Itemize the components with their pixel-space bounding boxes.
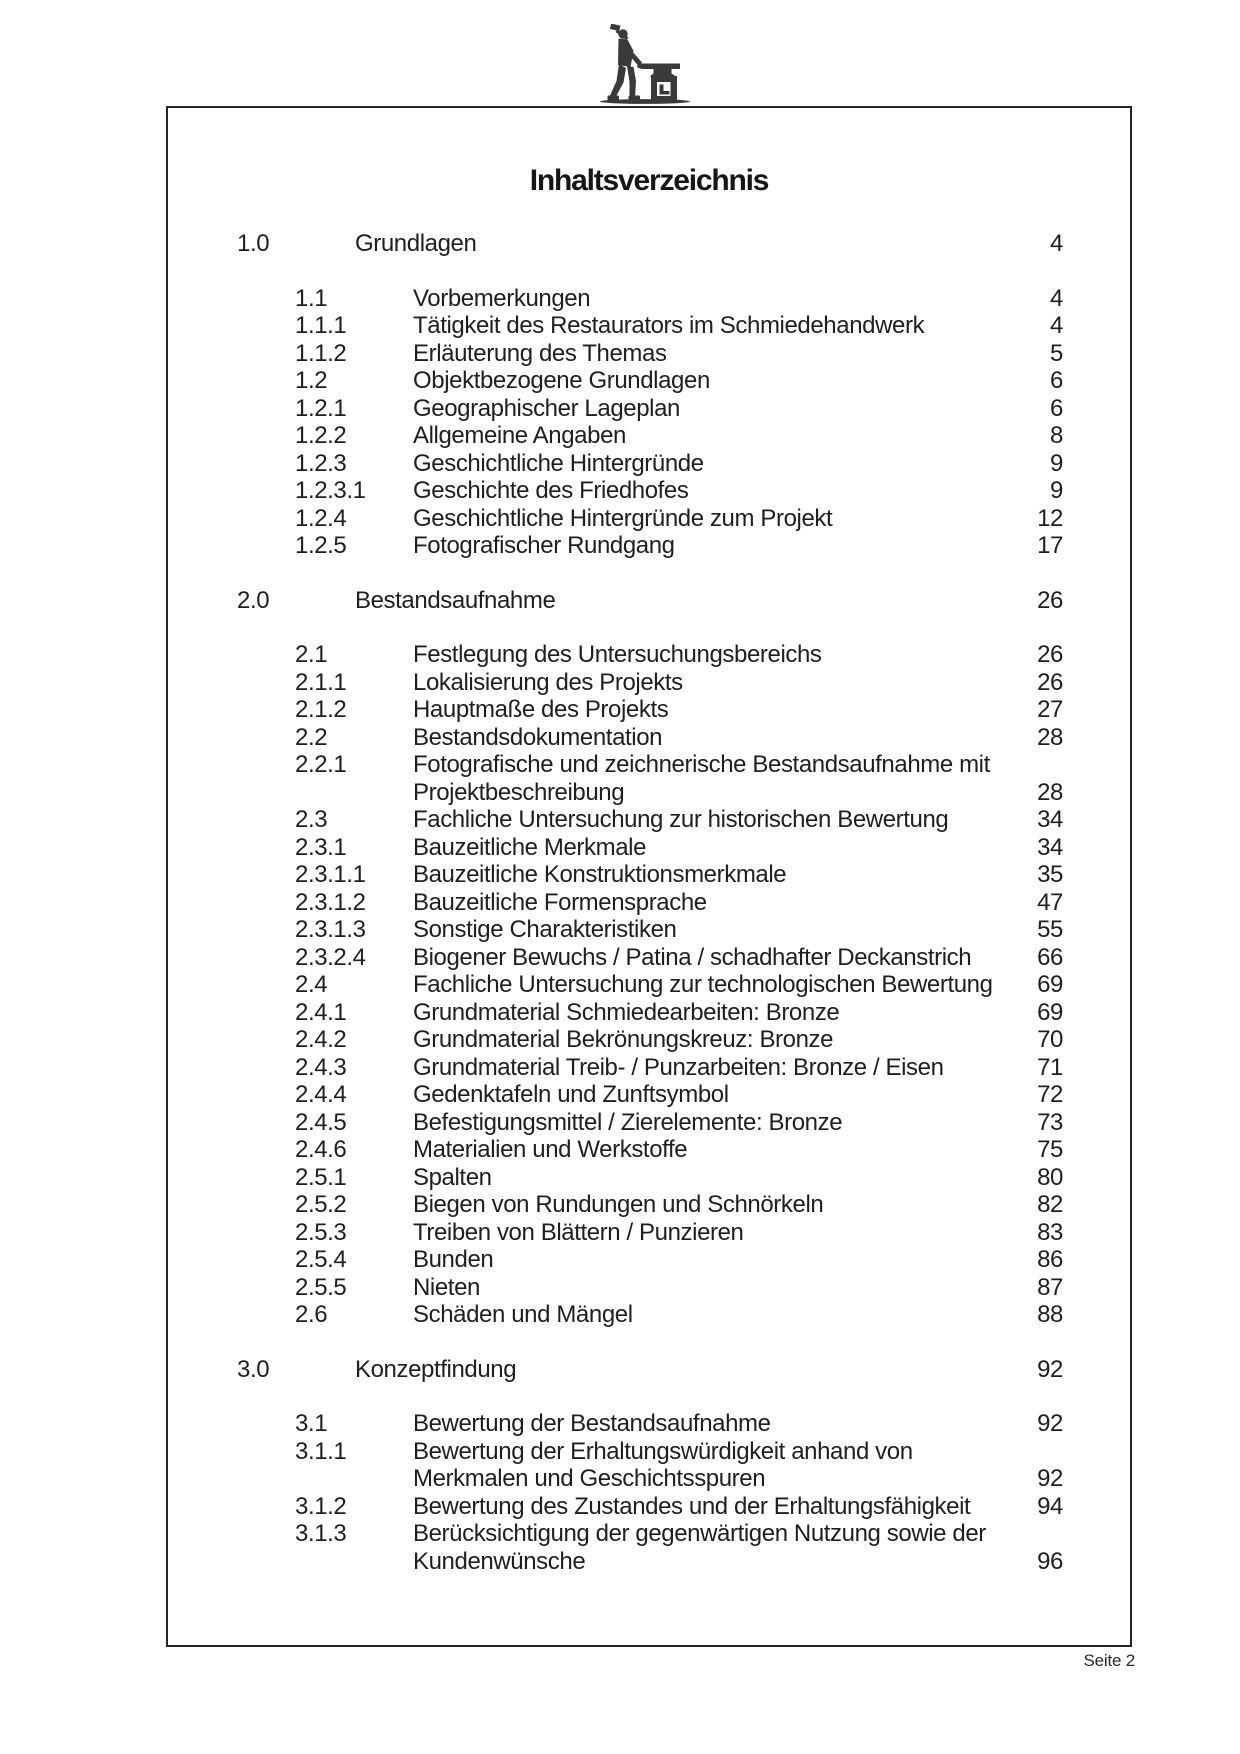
- toc-entry-page: 34: [1037, 833, 1063, 861]
- toc-entry-number: 3.1.1: [295, 1437, 347, 1465]
- toc-entry-title: [413, 1410, 1009, 1438]
- toc-entry-title: [413, 971, 1009, 999]
- toc-entry-number: 2.3.2.4: [295, 943, 366, 971]
- toc-entry-page: 4: [1050, 312, 1063, 339]
- toc-row: [237, 1109, 1063, 1137]
- toc-entry-title-line: Treiben von Blättern / Punzieren: [413, 1218, 744, 1246]
- toc-row: [237, 999, 1063, 1027]
- toc-row: [237, 889, 1063, 917]
- toc-entry-page: 4: [1050, 284, 1063, 312]
- toc-entry-number: 1.2.5: [295, 532, 347, 559]
- toc-section: [237, 1356, 1063, 1576]
- toc-row: [237, 367, 1063, 395]
- toc-entry-title-line: Festlegung des Untersuchungsbereichs: [413, 641, 822, 668]
- toc-entry-title-line: Fachliche Untersuchung zur technologischen Bewertung: [413, 971, 993, 998]
- toc-entry-title: [413, 450, 1009, 478]
- toc-entry-title-line: Grundlagen: [355, 230, 477, 257]
- toc-entry-number: 1.2.1: [295, 394, 347, 422]
- toc-entry-title-line: Bewertung der Bestandsaufnahme: [413, 1410, 771, 1437]
- toc-entry-title: [413, 861, 1009, 889]
- toc-entry-number: 3.1.3: [295, 1520, 347, 1547]
- toc-entry-page: 96: [1037, 1547, 1063, 1575]
- toc-row: [237, 971, 1063, 999]
- toc-row: [237, 1246, 1063, 1274]
- toc-items: [237, 285, 1063, 560]
- toc-entry-number: 2.5.5: [295, 1273, 347, 1301]
- toc-entry-page: 5: [1050, 339, 1063, 367]
- toc-entry-page: 47: [1037, 888, 1063, 916]
- toc-entry-title-line: Tätigkeit des Restaurators im Schmiedehandwerk: [413, 312, 925, 339]
- toc-entry-number: 2.4.2: [295, 1026, 347, 1053]
- toc-entry-number: 2.1.1: [295, 668, 347, 696]
- toc-entry-title-line: Geschichtliche Hintergründe zum Projekt: [413, 504, 833, 532]
- toc-row: [237, 944, 1063, 972]
- toc-entry-title-line: Nieten: [413, 1273, 480, 1301]
- toc-entry-page: 9: [1050, 477, 1063, 504]
- toc-entry-title-line: Fachliche Untersuchung zur historischen Bewertung: [413, 806, 949, 833]
- toc-entry-page: 88: [1037, 1301, 1063, 1328]
- toc-row: [237, 1136, 1063, 1164]
- toc-entry-title-line: Berücksichtigung der gegenwärtigen Nutzung sowie der: [413, 1520, 986, 1547]
- toc-row: [237, 312, 1063, 340]
- toc-entry-number: 1.1: [295, 284, 328, 312]
- toc-entry-title: [413, 285, 1009, 313]
- toc-entry-page: 66: [1037, 943, 1063, 971]
- toc-row: [237, 724, 1063, 752]
- toc-entry-page: 12: [1037, 504, 1063, 532]
- toc-section-heading-row: [237, 1356, 1063, 1384]
- toc-entry-title-line: Bewertung des Zustandes und der Erhaltungsfähigkeit: [413, 1492, 971, 1520]
- toc-entry-page: 92: [1037, 1410, 1063, 1437]
- toc-section-heading-row: [237, 230, 1063, 258]
- toc-entry-title: [413, 1081, 1009, 1109]
- toc-row: [237, 395, 1063, 423]
- toc-entry-page: 26: [1037, 668, 1063, 696]
- toc-entry-title: [413, 1191, 1009, 1219]
- toc-row: [237, 505, 1063, 533]
- toc-entry-title: [413, 1493, 1009, 1521]
- toc-entry-title-line: Allgemeine Angaben: [413, 422, 626, 449]
- toc-entry-title-line: Lokalisierung des Projekts: [413, 668, 683, 696]
- toc-entry-page: 34: [1037, 806, 1063, 833]
- toc-entry-title-line: Kundenwünsche: [413, 1547, 586, 1575]
- blacksmith-anvil-icon: [597, 24, 693, 104]
- toc-entry-title: [413, 944, 1009, 972]
- page-title: Inhaltsverzeichnis: [529, 164, 769, 197]
- toc-entry-title-line: Grundmaterial Schmiedearbeiten: Bronze: [413, 998, 840, 1026]
- toc-entry-title: [413, 724, 1009, 752]
- toc-row: [237, 751, 1063, 806]
- toc-entry-page: 9: [1050, 449, 1063, 477]
- toc-entry-title-line: Bauzeitliche Formensprache: [413, 888, 707, 916]
- toc-entry-title: [413, 422, 1009, 450]
- toc-row: [237, 1164, 1063, 1192]
- toc-entry-number: 3.0: [237, 1355, 270, 1383]
- toc-entry-title: [413, 751, 1009, 806]
- toc-row: [237, 477, 1063, 505]
- toc-entry-title-line: Projektbeschreibung: [413, 778, 625, 806]
- toc-entry-title-line: Merkmalen und Geschichtsspuren: [413, 1465, 766, 1492]
- toc-entry-page: 28: [1037, 778, 1063, 806]
- toc-row: [237, 1054, 1063, 1082]
- toc-entry-title: [413, 806, 1009, 834]
- toc-row: [237, 422, 1063, 450]
- toc-entry-number: 2.3.1.1: [295, 861, 366, 888]
- toc-entry-title-line: Objektbezogene Grundlagen: [413, 367, 710, 394]
- toc-entry-title-line: Konzeptfindung: [355, 1355, 517, 1383]
- toc-entry-title-line: Schäden und Mängel: [413, 1301, 633, 1328]
- toc-entry-title: [355, 1356, 1009, 1384]
- toc-entry-title-line: Geschichte des Friedhofes: [413, 477, 689, 504]
- toc-entry-number: 2.4.3: [295, 1053, 347, 1081]
- toc-entry-number: 2.6: [295, 1301, 328, 1328]
- toc-entry-title-line: Grundmaterial Treib- / Punzarbeiten: Bronze / Eisen: [413, 1053, 944, 1081]
- toc-entry-title: [355, 230, 1009, 258]
- toc-entry-title: [413, 1520, 1009, 1575]
- toc-entry-number: 2.2: [295, 723, 328, 751]
- toc-entry-page: 26: [1037, 641, 1063, 668]
- toc-entry-title: [413, 1054, 1009, 1082]
- toc-entry-title: [413, 367, 1009, 395]
- toc-items: [237, 1410, 1063, 1575]
- toc-entry-number: 2.3.1.2: [295, 888, 366, 916]
- toc-entry-number: 1.2.3.1: [295, 477, 366, 504]
- toc-row: [237, 1520, 1063, 1575]
- toc-entry-title-line: Bunden: [413, 1246, 494, 1273]
- toc-row: [237, 1081, 1063, 1109]
- toc-entry-number: 1.0: [237, 230, 270, 257]
- toc-entry-title-line: Bauzeitliche Merkmale: [413, 833, 647, 861]
- toc-entry-number: 2.4.1: [295, 998, 347, 1026]
- toc-entry-page: 75: [1037, 1136, 1063, 1163]
- toc-entry-number: 2.5.4: [295, 1246, 347, 1273]
- toc-entry-page: 55: [1037, 916, 1063, 943]
- toc-entry-title-line: Fotografische und zeichnerische Bestandsaufnahme mit: [413, 751, 990, 778]
- toc-entry-page: 35: [1037, 861, 1063, 888]
- toc-entry-page: 92: [1037, 1465, 1063, 1492]
- toc-entry-title-line: Spalten: [413, 1163, 492, 1191]
- toc-row: [237, 450, 1063, 478]
- toc-entry-title-line: Biogener Bewuchs / Patina / schadhafter Deckanstrich: [413, 943, 972, 971]
- toc-entry-number: 2.3.1.3: [295, 916, 366, 943]
- toc-row: [237, 806, 1063, 834]
- toc-entry-number: 2.5.1: [295, 1163, 347, 1191]
- toc-entry-number: 1.2: [295, 367, 328, 394]
- toc-row: [237, 861, 1063, 889]
- toc-entry-number: 2.4: [295, 971, 328, 998]
- toc-entry-number: 1.2.2: [295, 422, 347, 449]
- toc-entry-number: 2.4.5: [295, 1108, 347, 1136]
- toc-entry-page: 28: [1037, 723, 1063, 751]
- toc-section-heading-row: [237, 587, 1063, 615]
- toc-entry-title: [413, 999, 1009, 1027]
- toc-entry-title: [413, 1109, 1009, 1137]
- content-frame: [166, 106, 1132, 1647]
- toc-entry-title: [413, 641, 1009, 669]
- toc-entry-title: [413, 1438, 1009, 1493]
- toc-entry-page: 6: [1050, 367, 1063, 394]
- toc-entry-title: [413, 696, 1009, 724]
- toc-entry-page: 86: [1037, 1246, 1063, 1273]
- toc-row: [237, 1301, 1063, 1329]
- toc-entry-page: 71: [1037, 1053, 1063, 1081]
- toc-entry-title-line: Materialien und Werkstoffe: [413, 1136, 688, 1163]
- toc-entry-page: 17: [1037, 532, 1063, 559]
- toc-entry-page: 83: [1037, 1218, 1063, 1246]
- toc-entry-title: [413, 1301, 1009, 1329]
- toc-row: [237, 1191, 1063, 1219]
- toc-section: [237, 587, 1063, 1329]
- toc-row: [237, 340, 1063, 368]
- toc-entry-number: 2.2.1: [295, 751, 347, 778]
- toc-row: [237, 1493, 1063, 1521]
- toc-entry-title: [413, 834, 1009, 862]
- toc-entry-page: 69: [1037, 998, 1063, 1026]
- toc-entry-page: 94: [1037, 1492, 1063, 1520]
- toc-entry-title: [413, 395, 1009, 423]
- toc-entry-number: 2.1.2: [295, 696, 347, 723]
- toc-entry-title: [413, 505, 1009, 533]
- toc-entry-page: 72: [1037, 1081, 1063, 1108]
- toc-entry-number: 3.1: [295, 1410, 328, 1437]
- toc-entry-title-line: Gedenktafeln und Zunftsymbol: [413, 1081, 729, 1108]
- toc-entry-number: 2.3: [295, 806, 328, 833]
- toc-entry-title-line: Sonstige Charakteristiken: [413, 916, 677, 943]
- toc-entry-title-line: Grundmaterial Bekrönungskreuz: Bronze: [413, 1026, 834, 1053]
- toc-row: [237, 696, 1063, 724]
- toc-entry-title: [413, 669, 1009, 697]
- blacksmith-anvil-logo: [597, 24, 693, 106]
- toc-entry-title: [413, 1164, 1009, 1192]
- toc-entry-page: 70: [1037, 1026, 1063, 1053]
- toc-entry-number: 2.1: [295, 641, 328, 668]
- toc-entry-title: [413, 312, 1009, 340]
- toc-entry-title: [413, 1274, 1009, 1302]
- toc-section: [237, 230, 1063, 560]
- toc-row: [237, 1438, 1063, 1493]
- toc-entry-page: 69: [1037, 971, 1063, 998]
- toc-entry-title-line: Hauptmaße des Projekts: [413, 696, 669, 723]
- toc-entry-title-line: Bewertung der Erhaltungswürdigkeit anhand von: [413, 1437, 913, 1465]
- toc-entry-title-line: Bestandsdokumentation: [413, 723, 663, 751]
- toc-entry-page: 82: [1037, 1191, 1063, 1218]
- toc-entry-number: 2.3.1: [295, 833, 347, 861]
- toc-entry-number: 1.1.2: [295, 339, 347, 367]
- toc: [168, 230, 1130, 1575]
- toc-entry-title: [413, 340, 1009, 368]
- toc-entry-number: 1.1.1: [295, 312, 347, 339]
- toc-entry-title-line: Geschichtliche Hintergründe: [413, 449, 704, 477]
- toc-row: [237, 285, 1063, 313]
- toc-entry-title-line: Erläuterung des Themas: [413, 339, 667, 367]
- toc-entry-title: [413, 1246, 1009, 1274]
- toc-entry-page: 27: [1037, 696, 1063, 723]
- toc-entry-number: 3.1.2: [295, 1492, 347, 1520]
- toc-entry-title-line: Vorbemerkungen: [413, 284, 591, 312]
- toc-entry-page: 26: [1037, 586, 1063, 614]
- toc-items: [237, 641, 1063, 1329]
- toc-row: [237, 1026, 1063, 1054]
- toc-entry-number: 1.2.3: [295, 449, 347, 477]
- toc-entry-number: 2.4.4: [295, 1081, 347, 1108]
- toc-entry-number: 2.5.2: [295, 1191, 347, 1218]
- toc-entry-title: [355, 587, 1009, 615]
- toc-entry-number: 2.5.3: [295, 1218, 347, 1246]
- toc-entry-title: [413, 889, 1009, 917]
- toc-entry-page: 6: [1050, 394, 1063, 422]
- toc-entry-page: 8: [1050, 422, 1063, 449]
- toc-entry-title: [413, 916, 1009, 944]
- toc-entry-page: 92: [1037, 1355, 1063, 1383]
- toc-row: [237, 1219, 1063, 1247]
- toc-row: [237, 641, 1063, 669]
- toc-entry-title: [413, 1219, 1009, 1247]
- toc-entry-title-line: Fotografischer Rundgang: [413, 532, 675, 559]
- toc-row: [237, 532, 1063, 560]
- toc-entry-title: [413, 1136, 1009, 1164]
- toc-row: [237, 669, 1063, 697]
- toc-entry-title-line: Geographischer Lageplan: [413, 394, 680, 422]
- toc-entry-title: [413, 532, 1009, 560]
- toc-entry-title: [413, 1026, 1009, 1054]
- toc-entry-page: 73: [1037, 1108, 1063, 1136]
- toc-entry-number: 2.0: [237, 586, 270, 614]
- toc-entry-title-line: Befestigungsmittel / Zierelemente: Bronze: [413, 1108, 843, 1136]
- toc-entry-page: 87: [1037, 1273, 1063, 1301]
- page-number-footer: Seite 2: [1083, 1651, 1135, 1670]
- toc-entry-title: [413, 477, 1009, 505]
- toc-entry-page: 80: [1037, 1163, 1063, 1191]
- toc-entry-page: 4: [1050, 230, 1063, 257]
- toc-entry-title-line: Biegen von Rundungen und Schnörkeln: [413, 1191, 824, 1218]
- toc-row: [237, 1274, 1063, 1302]
- toc-entry-number: 2.4.6: [295, 1136, 347, 1163]
- toc-row: [237, 834, 1063, 862]
- toc-entry-title-line: Bauzeitliche Konstruktionsmerkmale: [413, 861, 787, 888]
- toc-row: [237, 916, 1063, 944]
- toc-row: [237, 1410, 1063, 1438]
- toc-entry-number: 1.2.4: [295, 504, 347, 532]
- toc-entry-title-line: Bestandsaufnahme: [355, 586, 556, 614]
